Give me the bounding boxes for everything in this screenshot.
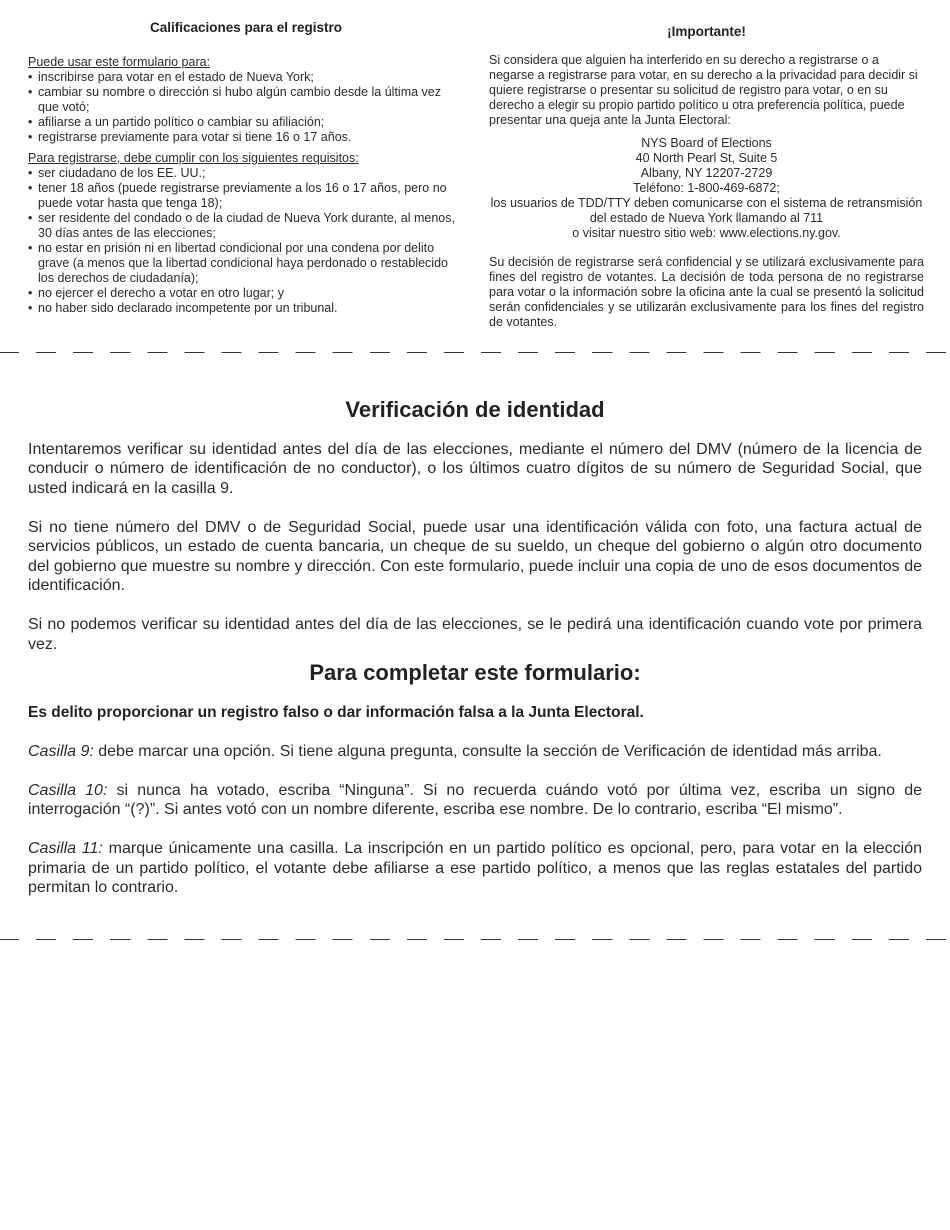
important-title: ¡Importante! [667, 24, 746, 39]
list-item: • no haber sido declarado incompetente por un tribunal. [28, 301, 464, 316]
use-heading: Puede usar este formulario para: [28, 55, 211, 69]
list-item: • no ejercer el derecho a votar en otro lugar; y [28, 286, 464, 301]
board-address [489, 136, 924, 241]
box-instruction [28, 781, 922, 820]
list-item: • tener 18 años (puede registrarse previamente a los 16 o 17 años, pero no puede votar hasta que tenga 18); [28, 181, 464, 211]
box-text: si nunca ha votado, escriba “Ninguna”. Si no recuerda cuándo votó por última vez, escriba un signo de interrogación “(?)”. Si antes votó con un nombre diferente, escriba ese nombre. De lo contrario, escriba “El mismo”. [28, 781, 923, 818]
complete-section [28, 660, 923, 917]
requirements-heading: Para registrarse, debe cumplir con los siguientes requisitos: [28, 151, 359, 165]
cut-line-divider [0, 939, 950, 940]
list-item: • registrarse previamente para votar si tiene 16 o 17 años. [28, 130, 464, 145]
identity-paragraph: Si no tiene número del DMV o de Seguridad Social, puede usar una identificación válida con foto, una factura actual de servicios públicos, un estado de cuenta bancaria, un cheque de su sueldo, un cheque del gobierno o algún otro documento del gobierno que muestre su nombre y dirección. Con este formulario, puede incluir una copia de uno de esos documentos de identificación. [28, 518, 922, 594]
box-label: Casilla 11: [28, 840, 103, 857]
qualifications-title: Calificaciones para el registro [149, 20, 343, 35]
box-text: marque únicamente una casilla. La inscripción en un partido político es opcional, pero, para votar en la elección primaria de un partido político, el votante debe afiliarse a ese partido político, a menos que las reglas estatales del partido permitan lo contrario. [28, 840, 923, 896]
use-list [28, 70, 464, 145]
important-column [489, 24, 924, 330]
list-item: • inscribirse para votar en el estado de Nueva York; [28, 70, 464, 85]
box-instruction [28, 839, 922, 898]
box-label: Casilla 10: [28, 781, 108, 799]
identity-paragraph: Si no podemos verificar su identidad antes del día de las elecciones, se le pedirá una identificación cuando vote por primera vez. [28, 616, 922, 653]
confidential-text: Su decisión de registrarse será confidencial y se utilizará exclusivamente para fines del registro de votantes. La decisión de toda persona de no registrarse para votar o la información sobre la oficina ante la cual se presentó la solicitud serán confidenciales y se utilizarán exclusivamente para los fines del registro de votantes. [489, 255, 924, 329]
identity-section [28, 397, 922, 674]
cut-line-divider [0, 352, 950, 353]
address-line: o visitar nuestro sitio web: www.elections.ny.gov. [572, 226, 841, 240]
box-text: debe marcar una opción. Si tiene alguna pregunta, consulte la sección de Verificación de identidad más arriba. [93, 742, 882, 760]
warning-text: Es delito proporcionar un registro falso o dar información falsa a la Junta Electoral. [28, 703, 644, 721]
identity-title: Verificación de identidad [345, 397, 605, 422]
important-intro: Si considera que alguien ha interferido en su derecho a registrarse o a negarse a registrarse para votar, en su derecho a la privacidad para decidir si quiere registrarse o presentar su solicitud de registro para votar, o en su derecho a elegir su propio partido político u otra preferencia política, puede presentar una queja ante la Junta Electoral: [489, 53, 918, 127]
list-item: • ser residente del condado o de la ciudad de Nueva York durante, al menos, 30 días antes de las elecciones; [28, 211, 464, 241]
list-item: • ser ciudadano de los EE. UU.; [28, 166, 464, 181]
list-item: • no estar en prisión ni en libertad condicional por una condena por delito grave (a menos que la libertad condicional haya perdonado o restablecido los derechos de ciudadanía); [28, 241, 464, 286]
identity-paragraph: Intentaremos verificar su identidad antes del día de las elecciones, mediante el número del DMV (número de la licencia de conducir o número de identificación de no conductor), o los últimos cuatro dígitos de su número de Seguridad Social, que usted indicará en la casilla 9. [28, 440, 922, 497]
requirements-list [28, 166, 464, 316]
complete-title: Para completar este formulario: [309, 660, 641, 685]
list-item: • afiliarse a un partido político o cambiar su afiliación; [28, 115, 464, 130]
address-line: Teléfono: 1-800-469-6872; [633, 181, 780, 195]
box-label: Casilla 9: [28, 742, 94, 760]
qualifications-column [28, 20, 464, 322]
address-line: los usuarios de TDD/TTY deben comunicarse con el sistema de retransmisión del estado de Nueva York llamando al 711 [490, 196, 923, 225]
address-line: NYS Board of Elections [641, 136, 772, 150]
address-line: Albany, NY 12207-2729 [640, 166, 773, 180]
address-line: 40 North Pearl St, Suite 5 [635, 151, 778, 165]
box-instruction [28, 742, 922, 762]
list-item: • cambiar su nombre o dirección si hubo algún cambio desde la última vez que votó; [28, 85, 464, 115]
